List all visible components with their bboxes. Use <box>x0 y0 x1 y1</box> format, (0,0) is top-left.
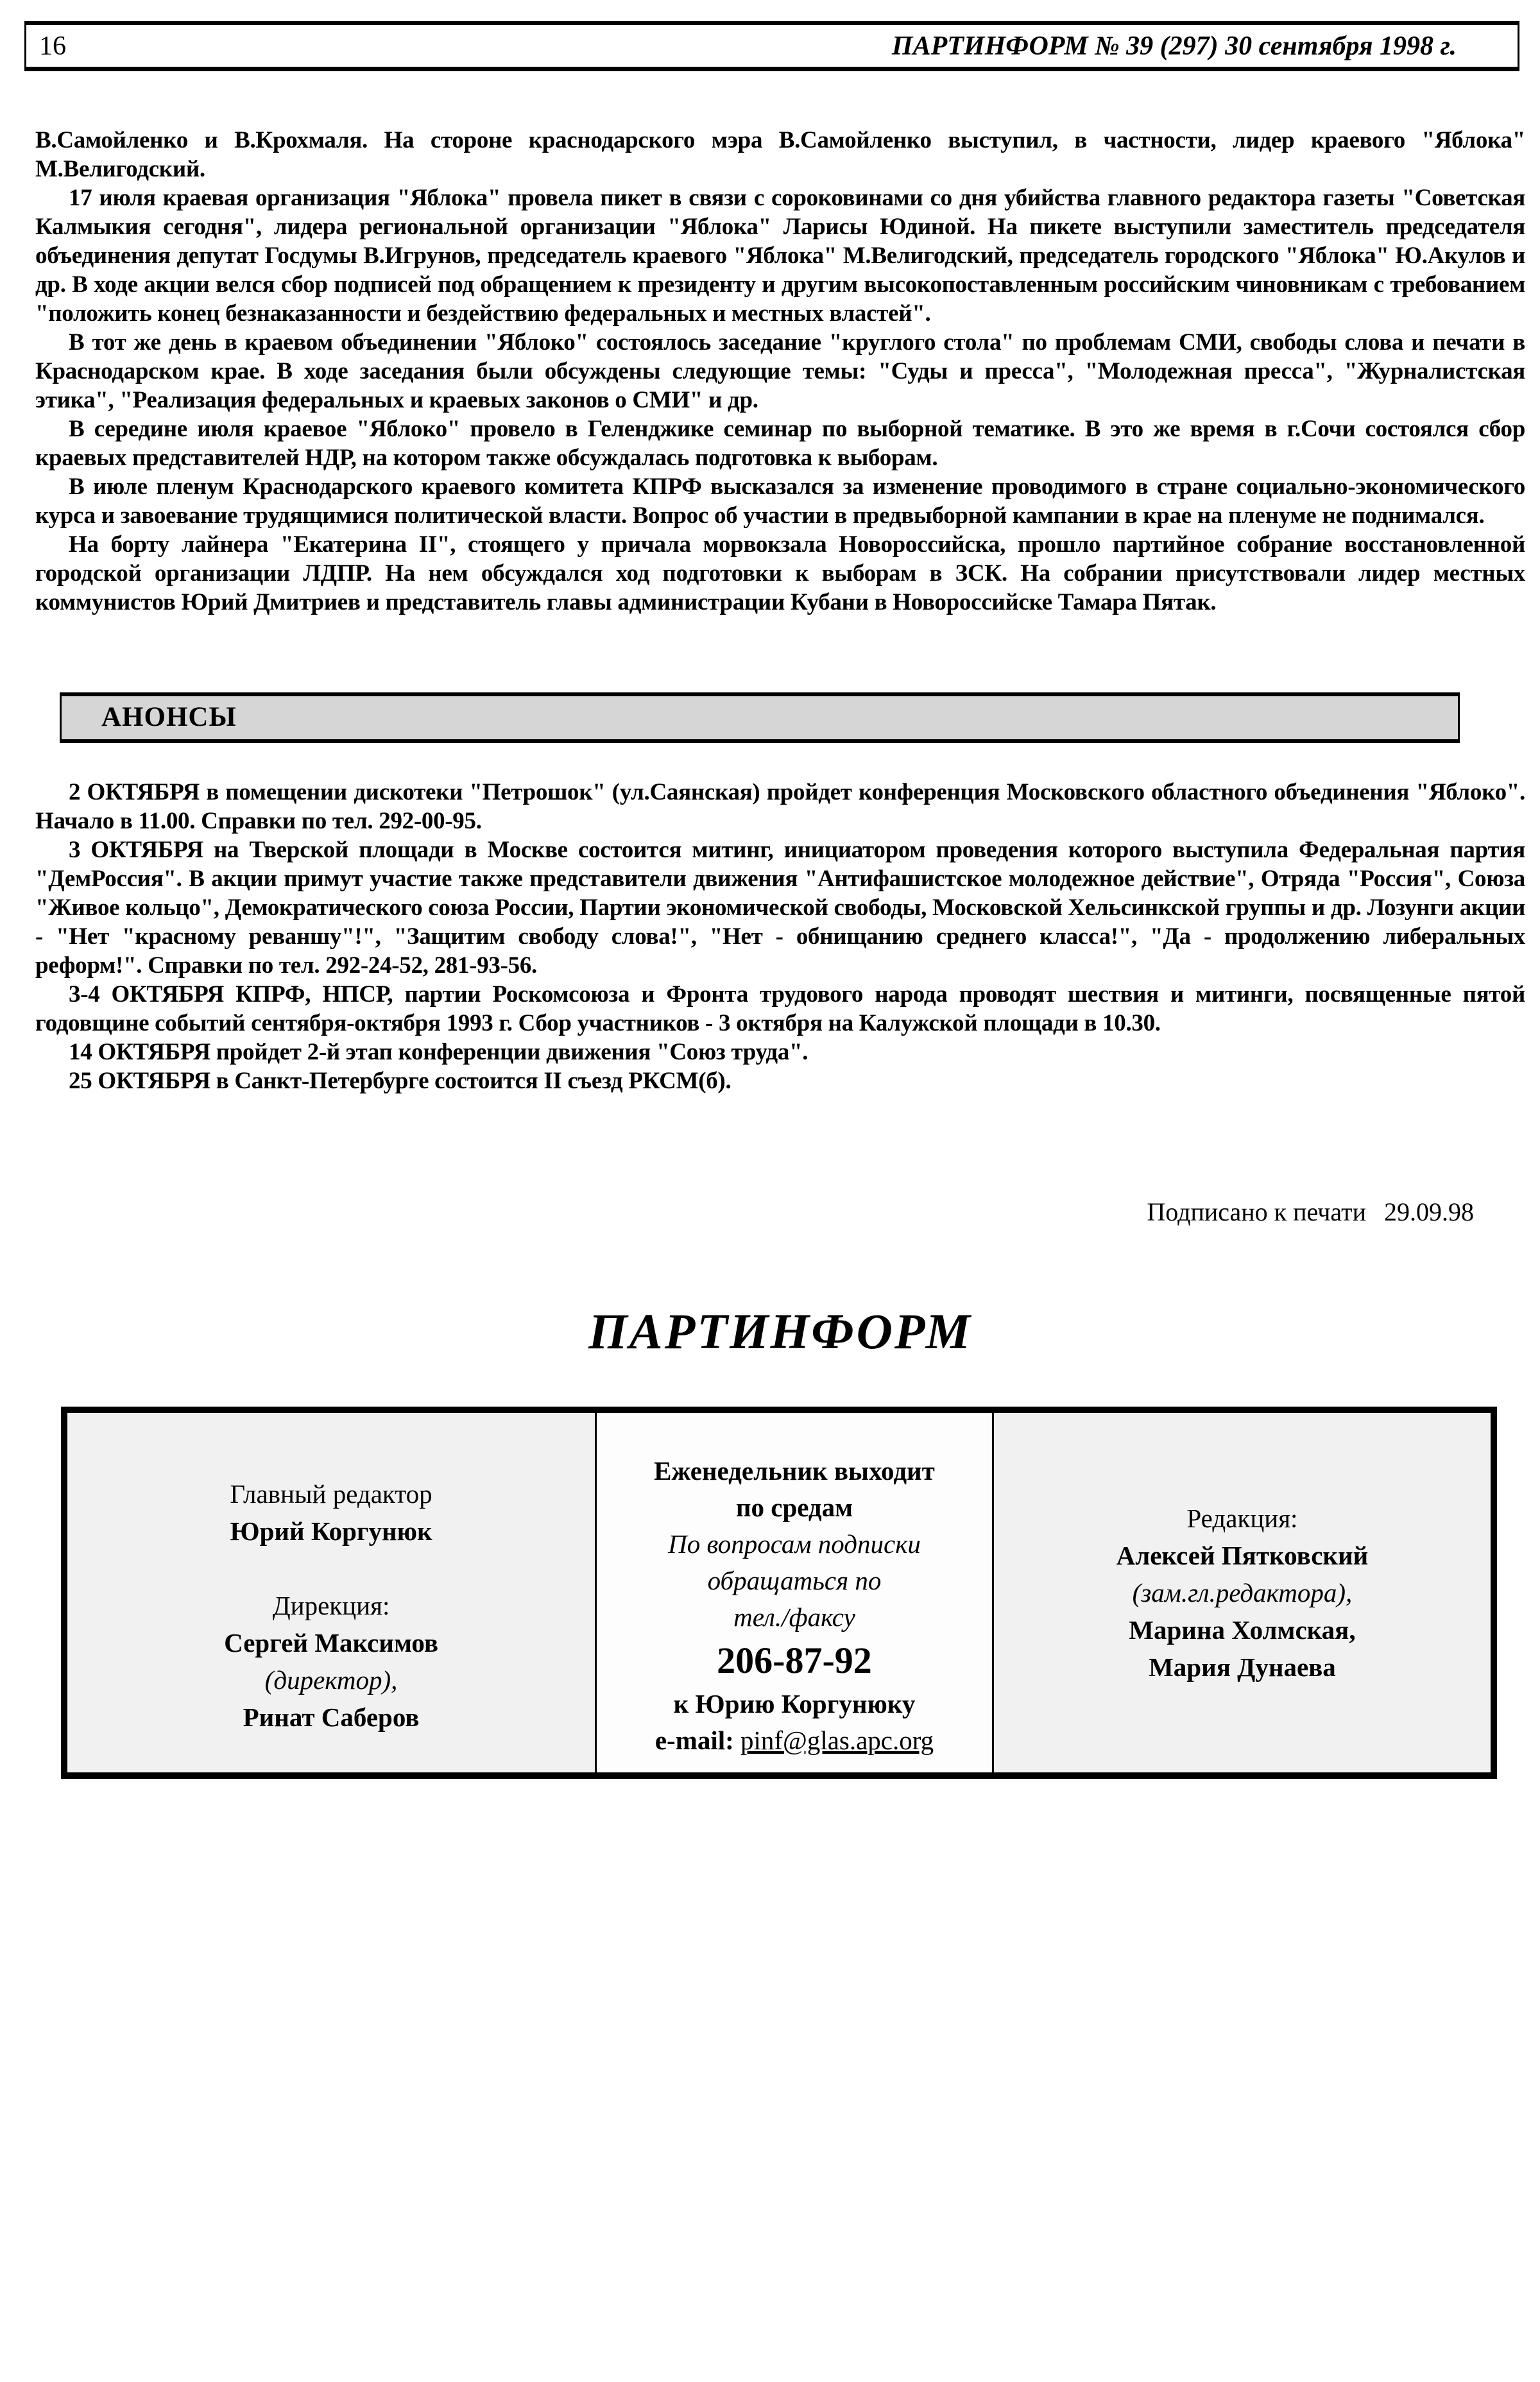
signoff-line <box>35 1197 1525 1227</box>
schedule-cell <box>597 1413 994 1772</box>
signoff-date: 29.09.98 <box>1384 1197 1474 1226</box>
email-line <box>597 1722 992 1759</box>
announcement-item: 3 ОКТЯБРЯ на Тверской площади в Москве состоится митинг, инициатором проведения которого выступила Федеральная партия "ДемРоссия". В акции примут участие также представители движения "Антифашистское молодежное действие", Отряда "Россия", Союза "Живое кольцо", Демократического союза России, Партии экономической свободы, Московской Хельсинкской группы и др. Лозунги акции - "Нет "красному реваншу"!", "Защитим свободу слова!", "Нет - обнищанию среднего класса!", "Да - продолжению либеральных реформ!". Справки по тел. 292-24-52, 281-93-56. <box>35 837 1525 979</box>
editor-cell <box>67 1413 597 1772</box>
issue-title: ПАРТИНФОРМ № 39 (297) 30 сентября 1998 г. <box>891 31 1457 61</box>
editorial-member: Алексей Пятковский <box>1116 1541 1369 1570</box>
anons-section-title: АНОНСЫ <box>101 702 237 732</box>
editorial-cell <box>994 1413 1491 1772</box>
director-role: (директор), <box>264 1665 398 1695</box>
announcement-item: 14 ОКТЯБРЯ пройдет 2-й этап конференции движения "Союз труда". <box>69 1039 809 1065</box>
chief-editor-label: Главный редактор <box>230 1479 432 1509</box>
subscription-line1: По вопросам подписки <box>668 1529 921 1559</box>
body-paragraph: На борту лайнера "Екатерина II", стоящего у причала морвокзала Новороссийска, прошло партийное собрание восстановленной городской организации ЛДПР. На нем обсуждался ход подготовки к выборам в ЗСК. На собрании присутствовали лидер местных коммунистов Юрий Дмитриев и представитель главы администрации Кубани в Новороссийске Тамара Пятак. <box>35 531 1525 615</box>
phone-number: 206-87-92 <box>717 1640 872 1681</box>
body-paragraph: В середине июля краевое "Яблоко" провело в Геленджике семинар по выборной тематике. В это же время в г.Сочи состоялся сбор краевых представителей НДР, на котором также обсуждалась подготовка к выборам. <box>35 416 1525 471</box>
chief-editor-name: Юрий Коргунюк <box>230 1516 432 1546</box>
article-continuation <box>35 126 1525 617</box>
anons-section-header <box>60 692 1460 743</box>
spacer <box>67 1550 595 1587</box>
announcement-item: 25 ОКТЯБРЯ в Санкт-Петербурге состоится II съезд РКСМ(б). <box>69 1068 732 1094</box>
directorate-label: Дирекция: <box>272 1591 390 1620</box>
editorial-label: Редакция: <box>1186 1504 1298 1533</box>
masthead-title: ПАРТИНФОРМ <box>588 1303 972 1359</box>
subscription-line2: обращаться по <box>707 1566 882 1595</box>
editorial-member: Мария Дунаева <box>1149 1652 1336 1682</box>
email-label: e-mail: <box>654 1726 734 1755</box>
email-link[interactable]: pinf@glas.apc.org <box>740 1726 934 1755</box>
schedule-line1: Еженедельник выходит <box>654 1456 935 1486</box>
director2-name: Ринат Саберов <box>243 1702 420 1732</box>
announcement-item: 2 ОКТЯБРЯ в помещении дискотеки "Петрошок" (ул.Саянская) пройдет конференция Московского областного объединения "Яблоко". Начало в 11.00. Справки по тел. 292-00-95. <box>35 779 1525 834</box>
page-number: 16 <box>39 31 66 61</box>
contact-name: к Юрию Коргунюку <box>673 1689 916 1718</box>
masthead-table <box>61 1407 1497 1779</box>
body-paragraph: 17 июля краевая организация "Яблока" провела пикет в связи с сороковинами со дня убийства главного редактора газеты "Советская Калмыкия сегодня", лидера региональной организации "Яблока" Ларисы Юдиной. На пикете выступили заместитель председателя объединения депутат Госдумы В.Игрунов, председатель краевого "Яблока" М.Велигодский, председатель городского "Яблока" Ю.Акулов и др. В ходе акции велся сбор подписей под обращением к президенту и другим высокопоставленным российским чиновникам с требованием "положить конец безнаказанности и бездействию федеральных и местных властей". <box>35 185 1525 327</box>
signoff-label: Подписано к печати <box>1147 1197 1366 1226</box>
schedule-line2: по средам <box>735 1493 853 1522</box>
body-paragraph: В тот же день в краевом объединении "Яблоко" состоялось заседание "круглого стола" по проблемам СМИ, свободы слова и печати в Краснодарском крае. В ходе заседания были обсуждены следующие темы: "Суды и пресса", "Молодежная пресса", "Журналистская этика", "Реализация федеральных и краевых законов о СМИ" и др. <box>35 329 1525 413</box>
subscription-line3: тел./факсу <box>733 1602 855 1632</box>
announcement-item: 3-4 ОКТЯБРЯ КПРФ, НПСР, партии Роскомсоюза и Фронта трудового народа проводят шествия и митинги, посвященные пятой годовщине событий сентября-октября 1993 г. Сбор участников - 3 октября на Калужской площади в 10.30. <box>35 981 1525 1036</box>
body-paragraph: В июле пленум Краснодарского краевого комитета КПРФ высказался за изменение проводимого в стране социально-экономического курса и завоевание трудящимися политической власти. Вопрос об участии в предвыборной кампании в крае на пленуме не поднимался. <box>35 474 1525 529</box>
editorial-member-role: (зам.гл.редактора), <box>1132 1578 1353 1607</box>
editorial-member: Марина Холмская, <box>1129 1615 1356 1645</box>
page-header <box>24 21 1519 71</box>
director-name: Сергей Максимов <box>224 1628 438 1658</box>
body-paragraph: В.Самойленко и В.Крохмаля. На стороне краснодарского мэра В.Самойленко выступил, в частности, лидер краевого "Яблока" М.Велигодский. <box>35 127 1525 182</box>
announcements-list <box>35 778 1525 1095</box>
page-content <box>35 126 1525 1779</box>
